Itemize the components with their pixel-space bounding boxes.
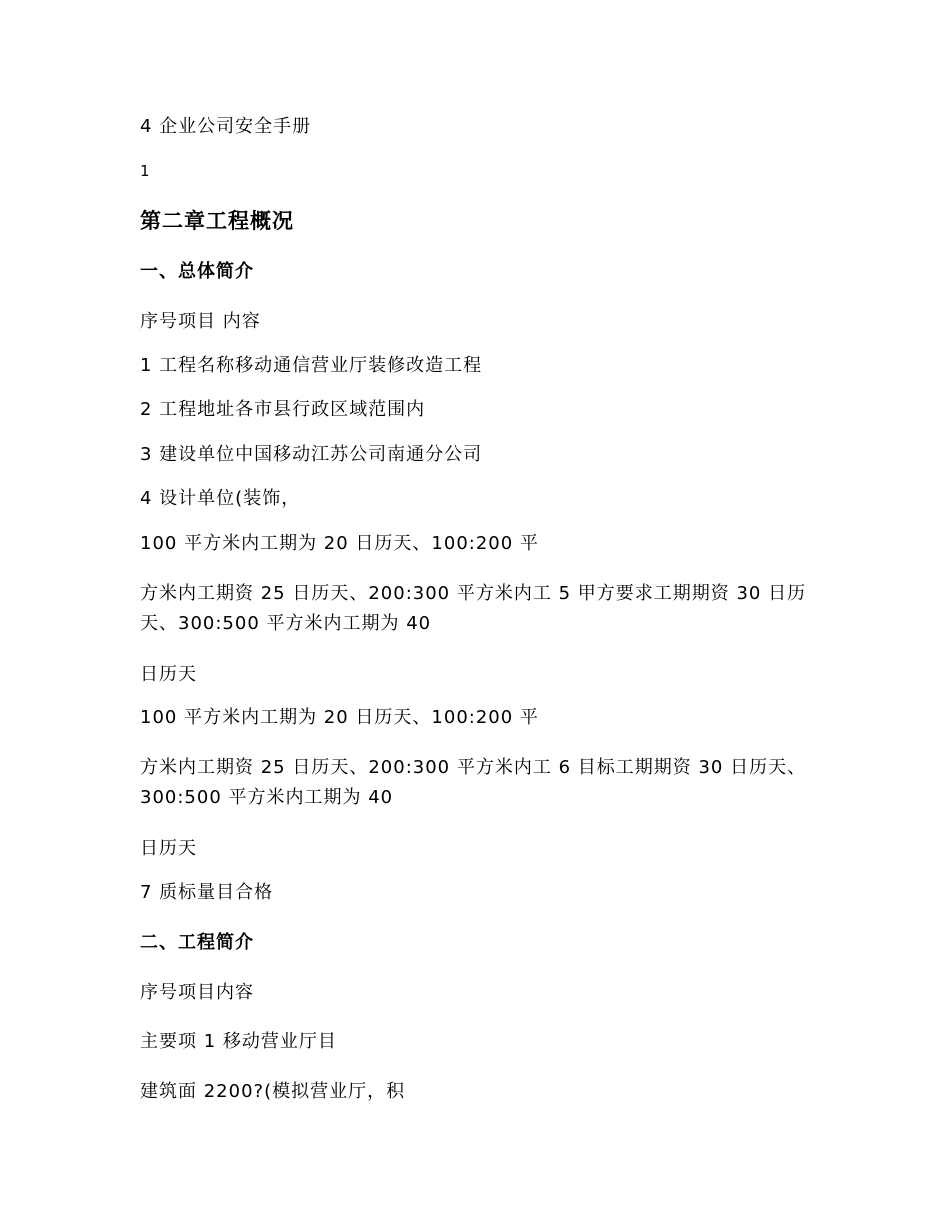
section-title-overview: 一、总体简介 (140, 261, 254, 282)
header-title: 4 企业公司安全手册 (140, 116, 312, 137)
section-title-project: 二、工程简介 (140, 932, 254, 953)
table-row: 3 建设单位中国移动江苏公司南通分公司 (140, 444, 483, 465)
table-header: 序号项目 内容 (140, 311, 261, 332)
table-row: 主要项 1 移动营业厅目 (140, 1031, 337, 1052)
table-row: 日历天 (140, 664, 197, 685)
table-row: 建筑面 2200?(模拟营业厅，积 (140, 1081, 406, 1102)
table-row: 1 工程名称移动通信营业厅装修改造工程 (140, 355, 483, 376)
table-row: 4 设计单位(装饰， (140, 488, 301, 509)
table-row: 100 平方米内工期为 20 日历天、100:200 平 (140, 707, 539, 728)
table-row: 日历天 (140, 838, 197, 859)
table-row: 2 工程地址各市县行政区域范围内 (140, 399, 426, 420)
chapter-title: 第二章工程概况 (140, 209, 294, 233)
page-number: 1 (140, 162, 151, 180)
table-row: 方米内工期资 25 日历天、200:300 平方米内工 6 目标工期期资 30 日历天、300:500 平方米内工期为 40 (140, 757, 807, 808)
table-header: 序号项目内容 (140, 982, 254, 1003)
table-row: 7 质标量目合格 (140, 882, 274, 903)
table-row: 100 平方米内工期为 20 日历天、100:200 平 (140, 533, 539, 554)
table-row: 方米内工期资 25 日历天、200:300 平方米内工 5 甲方要求工期期资 30 日历天、300:500 平方米内工期为 40 (140, 583, 807, 634)
